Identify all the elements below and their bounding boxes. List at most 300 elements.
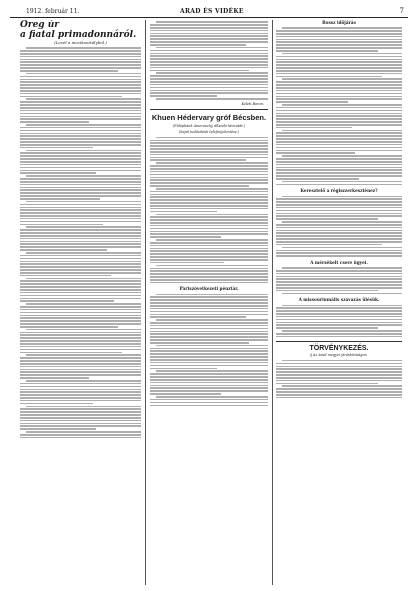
text-line — [20, 434, 141, 436]
text-line — [150, 199, 268, 201]
text-line — [150, 44, 246, 46]
text-line — [276, 371, 402, 373]
text-line — [150, 362, 268, 364]
text-line — [150, 38, 268, 40]
text-line — [150, 84, 268, 86]
text-line — [150, 185, 249, 187]
text-line — [150, 219, 268, 221]
text-line — [276, 210, 402, 212]
text-line — [276, 324, 402, 326]
article-body — [276, 360, 402, 399]
text-line — [20, 255, 141, 257]
section-divider — [150, 109, 268, 110]
text-line — [150, 350, 268, 352]
text-line — [276, 30, 402, 32]
text-line — [276, 96, 402, 98]
text-line — [20, 298, 141, 300]
text-line — [276, 135, 402, 137]
text-line — [276, 70, 402, 72]
text-line — [276, 227, 402, 229]
text-line — [150, 58, 268, 60]
text-line — [20, 349, 141, 351]
text-line — [20, 246, 141, 248]
text-line — [156, 21, 268, 23]
text-line — [26, 431, 141, 433]
text-line — [20, 56, 141, 58]
text-line — [20, 249, 107, 251]
text-line — [276, 76, 382, 78]
text-line — [156, 294, 268, 296]
article-dateline: (Fülöpbánk Ámerauchy állandó táviratát.) — [172, 123, 246, 128]
text-line — [150, 279, 268, 281]
text-line — [150, 196, 268, 198]
text-line — [276, 132, 402, 134]
text-line — [20, 101, 141, 103]
text-line — [276, 207, 402, 209]
text-line — [276, 336, 402, 338]
text-line — [276, 56, 402, 58]
text-line — [276, 64, 402, 66]
text-line — [150, 233, 268, 235]
text-line — [20, 346, 141, 348]
text-line — [276, 161, 402, 163]
text-line — [150, 148, 268, 150]
text-line — [20, 198, 100, 200]
text-line — [150, 379, 268, 381]
text-line — [150, 259, 268, 261]
text-line — [276, 290, 378, 292]
text-line — [20, 93, 141, 95]
text-line — [150, 268, 268, 270]
text-line — [282, 27, 402, 29]
text-line — [276, 81, 402, 83]
text-line — [150, 216, 268, 218]
text-line — [150, 222, 268, 224]
text-line — [20, 400, 141, 402]
text-line — [150, 194, 268, 196]
section-heading: A missouriumális szavazás ülésük. — [298, 297, 380, 303]
text-line — [26, 175, 141, 177]
text-line — [20, 127, 141, 129]
text-line — [150, 336, 268, 338]
text-line — [20, 87, 141, 89]
text-line — [26, 201, 141, 203]
text-line — [150, 328, 268, 330]
text-line — [150, 92, 268, 94]
text-line — [276, 232, 402, 234]
text-line — [20, 107, 141, 109]
text-line — [276, 47, 402, 49]
text-line — [20, 84, 141, 86]
text-line — [282, 181, 402, 183]
text-line — [276, 33, 402, 35]
text-line — [150, 75, 268, 77]
text-line — [156, 370, 268, 372]
text-line — [150, 64, 268, 66]
text-line — [156, 345, 268, 347]
text-line — [276, 84, 402, 86]
text-line — [20, 121, 89, 123]
text-line — [20, 135, 141, 137]
text-line — [156, 396, 268, 398]
text-line — [20, 383, 141, 385]
text-line — [150, 399, 268, 401]
text-line — [276, 218, 378, 220]
text-line — [150, 142, 268, 144]
column-middle — [150, 20, 268, 585]
text-line — [20, 110, 141, 112]
text-line — [150, 171, 268, 173]
text-line — [282, 360, 402, 362]
text-line — [156, 98, 268, 100]
article-body — [276, 305, 402, 338]
text-line — [20, 323, 141, 325]
text-line — [20, 414, 141, 416]
text-line — [20, 377, 89, 379]
text-line — [150, 248, 268, 250]
text-line — [20, 187, 141, 189]
text-line — [20, 437, 141, 439]
text-line — [156, 319, 268, 321]
text-line — [20, 170, 141, 172]
text-line — [276, 73, 402, 75]
text-line — [20, 81, 141, 83]
text-line — [150, 145, 268, 147]
text-line — [20, 295, 141, 297]
text-line — [276, 184, 402, 186]
text-line — [276, 319, 402, 321]
text-line — [20, 369, 141, 371]
text-line — [276, 59, 402, 61]
article-body — [276, 196, 402, 257]
text-line — [276, 241, 402, 243]
text-line — [20, 207, 141, 209]
text-line — [276, 374, 402, 376]
text-line — [26, 303, 141, 305]
text-line — [276, 147, 402, 149]
newspaper-page — [10, 6, 408, 585]
text-line — [276, 391, 402, 393]
text-line — [282, 53, 402, 55]
text-line — [20, 64, 141, 66]
text-line — [276, 113, 402, 115]
text-line — [282, 155, 402, 157]
text-line — [20, 141, 141, 143]
text-line — [20, 184, 141, 186]
article-body — [150, 294, 268, 407]
text-line — [20, 261, 141, 263]
section-heading: A mérsékelt csere ügyei. — [310, 259, 368, 265]
text-line — [20, 343, 141, 345]
text-line — [20, 241, 141, 243]
article-body — [276, 27, 402, 185]
text-line — [150, 27, 268, 29]
text-line — [276, 366, 402, 368]
text-line — [276, 388, 402, 390]
text-line — [150, 159, 246, 161]
text-line — [150, 331, 268, 333]
text-line — [150, 282, 268, 284]
text-line — [276, 201, 402, 203]
text-line — [276, 150, 402, 152]
text-line — [276, 380, 402, 382]
text-line — [276, 67, 402, 69]
text-line — [150, 316, 246, 318]
text-line — [276, 377, 402, 379]
text-line — [150, 151, 268, 153]
text-line — [150, 314, 268, 316]
text-line — [20, 67, 141, 69]
text-line — [26, 380, 141, 382]
text-line — [276, 198, 402, 200]
text-line — [276, 110, 402, 112]
text-line — [150, 179, 268, 181]
text-line — [282, 196, 402, 198]
text-line — [150, 376, 268, 378]
text-line — [276, 327, 378, 329]
text-line — [276, 313, 402, 315]
text-line — [150, 208, 268, 210]
text-line — [20, 181, 141, 183]
text-line — [150, 325, 268, 327]
text-line — [150, 140, 268, 142]
text-line — [20, 357, 141, 359]
text-line — [282, 267, 402, 269]
text-line — [150, 311, 268, 313]
text-line — [20, 272, 141, 274]
text-line — [276, 322, 402, 324]
text-line — [276, 158, 402, 160]
text-line — [26, 47, 141, 49]
text-line — [276, 368, 402, 370]
text-line — [150, 33, 268, 35]
article-headline: Khuen Hédervary gróf Bécsben. — [151, 112, 267, 122]
text-line — [20, 332, 141, 334]
text-line — [276, 41, 402, 43]
text-line — [20, 283, 141, 285]
text-line — [276, 124, 402, 126]
text-line — [150, 211, 217, 213]
section-heading: Pártszövetkezeti pénztár. — [179, 286, 239, 292]
text-line — [276, 215, 402, 217]
text-line — [276, 61, 402, 63]
text-line — [20, 155, 141, 157]
section-heading: Keresztelő a régiszzerkeszténez? — [300, 188, 378, 194]
header-page-number: 7 — [399, 7, 404, 15]
text-line — [20, 218, 141, 220]
text-line — [276, 121, 402, 123]
text-line — [150, 402, 268, 404]
header-date: 1912. február 11. — [26, 8, 80, 15]
text-line — [20, 312, 141, 314]
text-line — [276, 115, 402, 117]
text-line — [20, 138, 141, 140]
text-line — [150, 276, 268, 278]
text-line — [276, 255, 402, 257]
text-line — [20, 215, 141, 217]
text-line — [276, 238, 402, 240]
text-line — [276, 87, 402, 89]
article-body-top — [150, 21, 268, 99]
text-line — [20, 411, 141, 413]
text-line — [150, 177, 268, 179]
text-line — [282, 221, 402, 223]
column-divider — [145, 20, 146, 585]
text-line — [150, 390, 268, 392]
text-line — [150, 365, 268, 367]
text-line — [276, 118, 402, 120]
text-line — [150, 41, 268, 43]
text-line — [150, 67, 268, 69]
text-line — [276, 383, 378, 385]
text-line — [20, 232, 141, 234]
text-line — [20, 96, 122, 98]
text-line — [20, 363, 141, 365]
text-line — [20, 397, 141, 399]
text-line — [20, 118, 141, 120]
text-line — [20, 280, 141, 282]
text-line — [276, 204, 402, 206]
text-line — [150, 333, 268, 335]
text-line — [276, 141, 402, 143]
text-line — [20, 59, 141, 61]
text-line — [150, 299, 268, 301]
text-line — [20, 238, 141, 240]
text-line — [26, 226, 141, 228]
text-line — [276, 127, 352, 129]
text-line — [276, 278, 402, 280]
text-line — [150, 78, 268, 80]
text-line — [150, 50, 268, 52]
text-line — [20, 76, 141, 78]
text-line — [276, 273, 402, 275]
text-line — [150, 30, 268, 32]
text-line — [156, 137, 268, 139]
text-line — [276, 307, 402, 309]
article-body — [20, 47, 141, 438]
text-line — [156, 162, 268, 164]
text-line — [282, 104, 402, 106]
text-line — [276, 333, 402, 335]
text-line — [276, 44, 402, 46]
text-line — [20, 374, 141, 376]
text-line — [150, 250, 268, 252]
text-line — [150, 356, 268, 358]
text-line — [20, 167, 141, 169]
text-line — [20, 61, 141, 63]
text-line — [150, 95, 217, 97]
text-line — [150, 191, 268, 193]
text-line — [20, 366, 141, 368]
text-line — [26, 278, 141, 280]
text-line — [150, 228, 268, 230]
text-line — [150, 270, 268, 272]
text-line — [156, 265, 268, 267]
text-line — [20, 229, 141, 231]
text-line — [150, 305, 268, 307]
text-line — [276, 50, 378, 52]
text-line — [20, 243, 141, 245]
text-line — [20, 204, 141, 206]
header-paper-name: ARAD ÉS VIDÉKE — [180, 8, 244, 15]
text-line — [20, 386, 141, 388]
text-line — [276, 90, 402, 92]
text-line — [20, 408, 141, 410]
text-line — [26, 124, 141, 126]
text-line — [156, 214, 268, 216]
text-line — [150, 308, 268, 310]
page-header — [10, 6, 408, 18]
text-line — [276, 270, 402, 272]
text-line — [276, 284, 402, 286]
section-heading: Rossz időjárás — [322, 20, 356, 25]
text-line — [156, 47, 268, 49]
text-line — [20, 309, 141, 311]
text-line — [276, 107, 402, 109]
text-line — [276, 244, 382, 246]
text-line — [150, 87, 268, 89]
text-line — [150, 242, 268, 244]
text-line — [20, 334, 141, 336]
text-line — [20, 371, 141, 373]
text-line — [150, 182, 268, 184]
text-line — [282, 385, 402, 387]
text-line — [20, 50, 141, 52]
text-line — [150, 382, 268, 384]
text-line — [282, 293, 402, 295]
text-line — [20, 394, 141, 396]
text-line — [20, 269, 141, 271]
text-line — [150, 174, 268, 176]
article-body — [150, 137, 268, 284]
text-line — [276, 276, 402, 278]
text-line — [20, 337, 141, 339]
text-line — [20, 152, 141, 154]
column-right — [276, 20, 402, 585]
text-line — [20, 212, 141, 214]
text-line — [20, 161, 141, 163]
text-line — [276, 93, 402, 95]
text-line — [150, 24, 268, 26]
text-line — [26, 150, 141, 152]
text-line — [150, 262, 224, 264]
text-line — [282, 305, 402, 307]
text-line — [150, 405, 268, 407]
text-line — [150, 90, 268, 92]
text-line — [20, 425, 141, 427]
text-line — [276, 98, 402, 100]
text-line — [20, 389, 141, 391]
text-line — [276, 172, 402, 174]
text-line — [150, 393, 221, 395]
text-line — [20, 428, 96, 430]
text-line — [276, 397, 402, 399]
text-line — [276, 175, 402, 177]
text-line — [276, 230, 402, 232]
column-divider — [272, 20, 273, 585]
text-line — [20, 417, 141, 419]
text-line — [150, 81, 268, 83]
text-line — [150, 253, 268, 255]
text-line — [20, 403, 93, 405]
text-line — [150, 385, 268, 387]
text-line — [20, 53, 141, 55]
text-line — [276, 152, 355, 154]
article-body — [276, 267, 402, 294]
text-line — [20, 195, 141, 197]
text-line — [150, 205, 268, 207]
section-subheading: § Az Arad megyei járásbíróságon. — [310, 353, 368, 358]
